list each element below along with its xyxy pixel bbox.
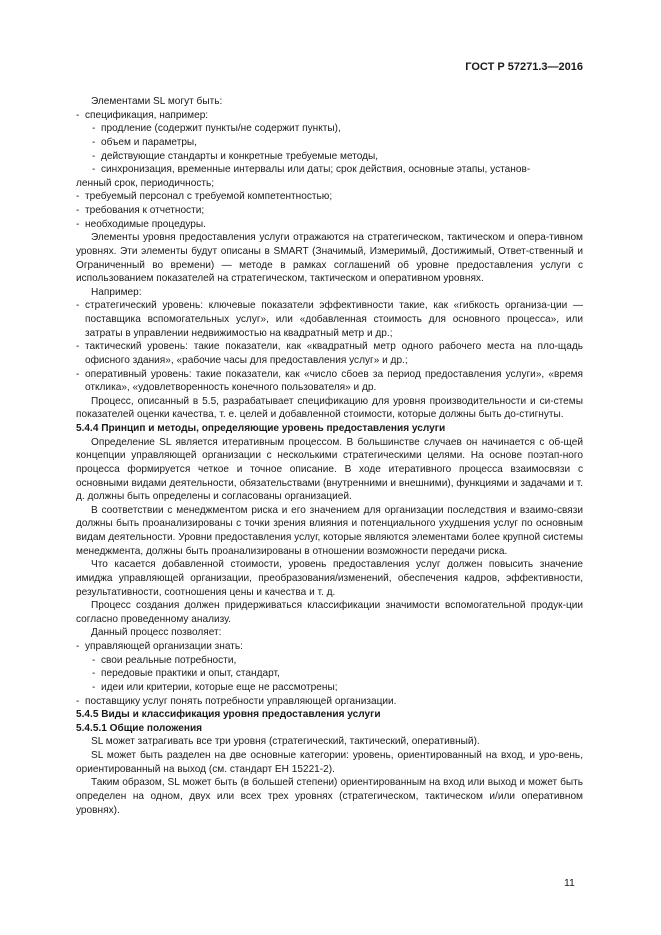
- standard-code-header: ГОСТ Р 57271.3—2016: [465, 61, 583, 73]
- page-number: 11: [564, 877, 575, 889]
- subsection-heading: 5.4.5.1 Общие положения: [76, 722, 203, 734]
- paragraph: Таким образом, SL может быть (в большей степени) ориентированным на вход или выход и может быть определен на одном, двух или всех трех уровнях (стратегическом, тактическом и/или оперативном уровнях).: [76, 777, 583, 816]
- list-item: - необходимые процедуры.: [76, 218, 206, 230]
- section-heading: 5.4.4 Принцип и методы, определяющие уровень предоставления услуги: [76, 423, 446, 434]
- paragraph: SL может быть разделен на две основные категории: уровень, ориентированный на вход, и уро-вень, ориентированный на выход (см. стандарт ЕН 15221-2).: [76, 750, 583, 775]
- paragraph: Процесс создания должен придерживаться классификации значимости вспомогательной продук-ции согласно проведенному анализу.: [76, 600, 583, 625]
- list-item: - тактический уровень: такие показатели, как «квадратный метр одного рабочего места на пло-щадь офисного здания», «рабочие часы для предоставления услуг» и др.;: [76, 341, 583, 366]
- sub-list-item: - продление (содержит пункты/не содержит пункты),: [92, 123, 341, 135]
- paragraph: В соответствии с менеджментом риска и его значением для организации последствия и взаимо-связи должны быть проанализированы с точки зрения влияния и потенциального ухудшения услуг по основным видам деятельности. Уровни предоставления услуг, которые являются элементами более крупной системы менеджмента, должны быть проанализированы в отношении возможности передачи риска.: [76, 504, 583, 557]
- sub-list-item: - объем и параметры,: [92, 136, 197, 148]
- paragraph: Определение SL является итеративным процессом. В большинстве случаев он начинается с об-щей концепции управляющей организации с несколькими стратегическими целями. На основе поэтап-ного процесса формируется четкое и точное описание. В ходе итеративного процесса взаимосвязи с основными видами деятельности, обязательствами (внутренними и внешними), функциями и задачами и т. д. должны быть определены и согласованы организацией.: [76, 436, 583, 503]
- list-item: - требуемый персонал с требуемой компетентностью;: [76, 191, 333, 203]
- list-item: - стратегический уровень: ключевые показатели эффективности такие, как «гибкость организа-ции — поставщика вспомогательных услуг», или «добавленная стоимость для основного процесса», или затраты в управлении недвижимостью на квадратный метр и др.;: [76, 300, 583, 339]
- list-item: - требования к отчетности;: [76, 205, 205, 216]
- paragraph: Процесс, описанный в 5.5, разрабатывает спецификацию для уровня производительности и си-стемы показателей оценки качества, т. е. целей и добавленной стоимости, которые должны быть до-стигнуты.: [76, 395, 583, 421]
- list-item: - оперативный уровень: такие показатели, как «число сбоев за период предоставления услуги», «время отклика», «удовлетворенность конечного пользователя» и др.: [76, 368, 583, 394]
- sub-list-item: - свои реальные потребности,: [92, 654, 237, 666]
- section-heading: 5.4.5 Виды и классификация уровня предоставления услуги: [76, 709, 381, 721]
- sub-list-item: - синхронизация, временные интервалы или даты; срок действия, основные этапы, установ-: [92, 164, 531, 176]
- paragraph: Что касается добавленной стоимости, уровень предоставления услуг должен повысить значение имиджа управляющей организации, преобразования/изменений, обеспечения кадров, эффективности, результативности, соотношения цены и качества и т. д.: [76, 559, 583, 598]
- paragraph: SL может затрагивать все три уровня (стратегический, тактический, оперативный).: [91, 736, 480, 748]
- sub-list-item: - действующие стандарты и конкретные требуемые методы,: [92, 150, 379, 162]
- list-item-continuation: ленный срок, периодичность;: [76, 177, 215, 189]
- paragraph: Элементы уровня предоставления услуги отражаются на стратегическом, тактическом и опера-тивном уровнях. Эти элементы будут описаны в SMART (Значимый, Измеримый, Достижимый, Ответ-ственный и Ограниченный во времени) — методе в рамках соглашений об уровне предоставления услуги с использованием показателей на стратегическом, тактическом и оперативном уровнях.: [76, 232, 583, 285]
- sub-list-item: - передовые практики и опыт, стандарт,: [92, 668, 280, 680]
- list-item: - поставщику услуг понять потребности управляющей организации.: [76, 695, 397, 707]
- paragraph: Например:: [91, 286, 142, 298]
- body-text: [76, 95, 583, 817]
- paragraph: Данный процесс позволяет:: [91, 627, 222, 639]
- list-item: - управляющей организации знать:: [76, 641, 243, 652]
- sub-list-item: - идеи или критерии, которые еще не рассмотрены;: [92, 681, 338, 693]
- paragraph: Элементами SL могут быть:: [91, 96, 223, 107]
- list-item: - спецификация, например:: [76, 109, 209, 121]
